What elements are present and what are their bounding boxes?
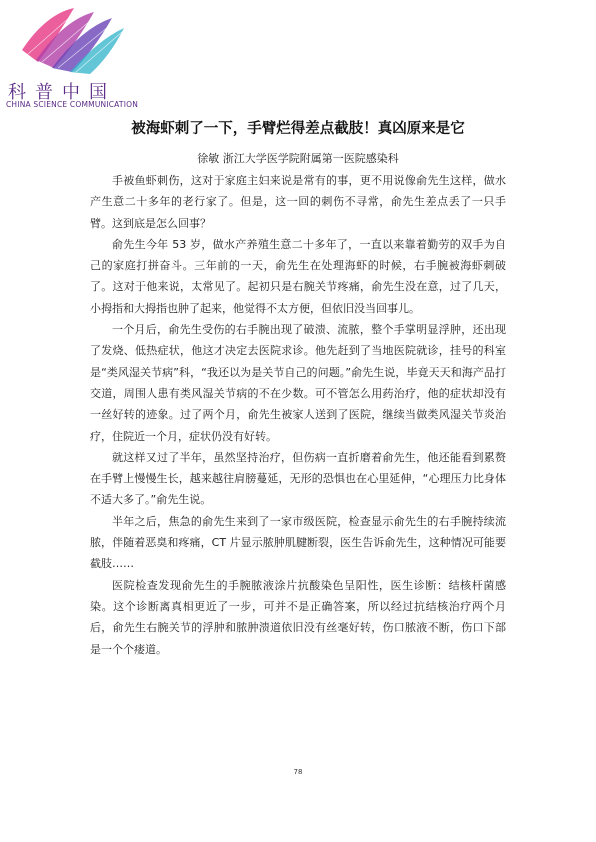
paragraph: 一个月后，俞先生受伤的右手腕出现了破溃、流脓，整个手掌明显浮肿，还出现了发烧、低热症状，他这才决定去医院求诊。他先赶到了当地医院就诊，挂号的科室是“类风湿关节病”科，“我还以为是关节自己的问题。”俞先生说，毕竟天天和海产品打交道，周围人患有类风湿关节病的不在少数。可不管怎么用药治疗，他的症状却没有一丝好转的迹象。过了两个月，俞先生被家人送到了医院，继续当做类风湿关节炎治疗，住院近一个月，症状仍没有好转。 [90, 323, 506, 443]
paragraph: 医院检查发现俞先生的手腕脓液涂片抗酸染色呈阳性，医生诊断：结核杆菌感染。这个诊断离真相更近了一步，可并不是正确答案，所以经过抗结核治疗两个月后，俞先生右腕关节的浮肿和脓肿溃道依旧没有丝毫好转，伤口脓液不断，伤口下部是一个个瘘道。 [90, 578, 506, 656]
page-number: 78 [293, 768, 303, 776]
paragraph: 半年之后，焦急的俞先生来到了一家市级医院，检查显示俞先生的右手腕持续流脓，伴随着恶臭和疼痛，CT 片显示脓肿肌腱断裂，医生告诉俞先生，这种情况可能要截肢…… [90, 514, 506, 571]
article-byline: 徐敏 浙江大学医学院附属第一医院感染科 [197, 152, 399, 165]
logo-english-text: CHINA SCIENCE COMMUNICATION [6, 100, 139, 109]
paragraph: 就这样又过了半年，虽然坚持治疗，但伤病一直折磨着俞先生，他还能看到累赘在手臂上慢慢生长，越来越往肩膀蔓延，无形的恐惧也在心里延伸，“心理压力比身体不适大多了。”俞先生说。 [90, 450, 506, 507]
logo-chinese-text: 科普中国 [8, 82, 116, 103]
logo-mark-icon [18, 6, 128, 78]
paragraph: 手被鱼虾刺伤，这对于家庭主妇来说是常有的事，更不用说像俞先生这样，做水产生意二十多年的老行家了。但是，这一回的刺伤不寻常，俞先生差点丢了一只手臂。这到底是怎么回事？ [90, 174, 506, 230]
paragraph: 俞先生今年 53 岁，做水产养殖生意二十多年了，一直以来靠着勤劳的双手为自己的家庭打拼奋斗。三年前的一天，俞先生在处理海虾的时候，右手腕被海虾刺破了。这对于他来说，太常见了。起初只是右腕关节疼痛，俞先生没在意，过了几天，小拇指和大拇指也肿了起来，他觉得不太方便，但依旧没当回事儿。 [90, 237, 506, 315]
science-communication-logo [4, 6, 139, 109]
article-body [90, 170, 506, 660]
article-title: 被海虾刺了一下，手臂烂得差点截肢！真凶原来是它 [131, 120, 465, 137]
